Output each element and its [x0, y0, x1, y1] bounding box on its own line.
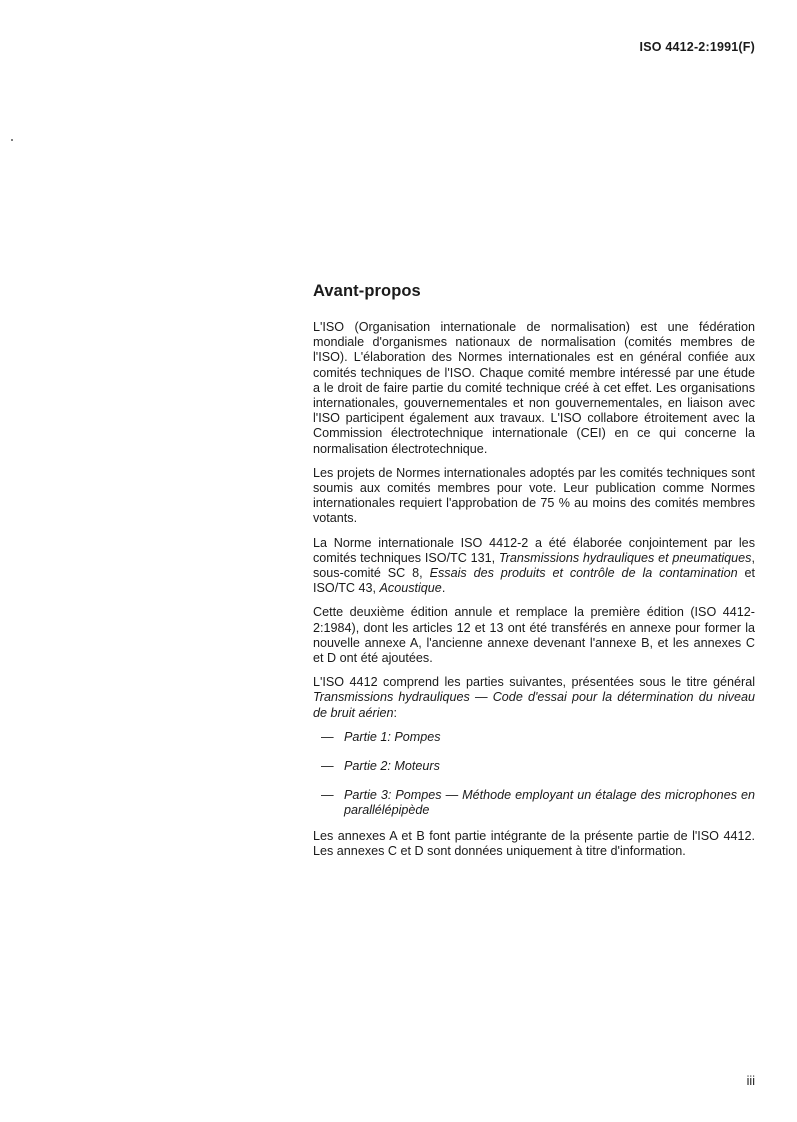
list-dash: — [321, 759, 334, 774]
foreword-section [313, 282, 755, 868]
text-run: L'ISO 4412 comprend les parties suivantes, présentées sous le titre général [313, 675, 755, 690]
paragraph-annexes: Les annexes A et B font partie intégrante de la présente partie de l'ISO 4412. Les annexes C et D sont données uniquement à titre d'information. [313, 828, 755, 858]
general-title: Transmissions hydrauliques — Code d'essai pour la détermination du niveau de bruit aérien [313, 690, 755, 720]
paragraph-committees [313, 536, 755, 597]
page-number: iii [746, 1074, 755, 1088]
text-run: La Norme internationale ISO 4412-2 a été élaborée conjointement par les comités techniques ISO/TC 131, [313, 535, 755, 565]
paragraph-draft-standards: Les projets de Normes internationales adoptés par les comités techniques sont soumis aux comités membres pour vote. Leur publication comme Normes internationales requiert l'approbation de 75 % au moins des comités membres votants. [313, 465, 755, 526]
list-dash: — [321, 729, 334, 744]
part-label: Partie 1: Pompes [344, 729, 441, 744]
committee-tc43-name: Acoustique [379, 581, 442, 596]
part-label: Partie 3: Pompes — Méthode employant un étalage des microphones en parallélépipède [344, 788, 755, 818]
list-item [313, 730, 755, 745]
committee-tc131-name: Transmissions hydrauliques et pneumatiques [498, 550, 752, 565]
stray-mark [11, 139, 13, 141]
section-title: Avant-propos [313, 282, 421, 300]
subcommittee-sc8-name: Essais des produits et contrôle de la contamination [429, 566, 738, 581]
text-run: , sous-comité SC 8, [313, 550, 755, 581]
paragraph-parts-intro [313, 675, 755, 721]
text-run: : [393, 705, 398, 720]
paragraph-edition: Cette deuxième édition annule et remplace la première édition (ISO 4412-2:1984), dont les articles 12 et 13 ont été transférés en annexe pour former la nouvelle annexe A, l'ancienne annexe devenant l'annexe B, et les annexes C et D ont été ajoutées. [313, 605, 755, 666]
document-code: ISO 4412-2:1991(F) [639, 40, 755, 54]
list-item [313, 759, 755, 774]
list-item [313, 788, 755, 818]
paragraph-iso-intro: L'ISO (Organisation internationale de normalisation) est une fédération mondiale d'organismes nationaux de normalisation (comités membres de l'ISO). L'élaboration des Normes internationales est en général confiée aux comités techniques de l'ISO. Chaque comité membre intéressé par une étude a le droit de faire partie du comité technique créé à cet effet. Les organisations internationales, gouvernementales et non gouvernementales, en liaison avec l'ISO participent également aux travaux. L'ISO collabore étroitement avec la Commission électrotechnique internationale (CEI) en ce qui concerne la normalisation électrotechnique. [313, 320, 755, 456]
list-dash: — [321, 788, 334, 803]
text-run: . [441, 581, 446, 596]
part-label: Partie 2: Moteurs [344, 759, 440, 774]
parts-list [313, 730, 755, 819]
text-run: et ISO/TC 43, [313, 566, 755, 596]
